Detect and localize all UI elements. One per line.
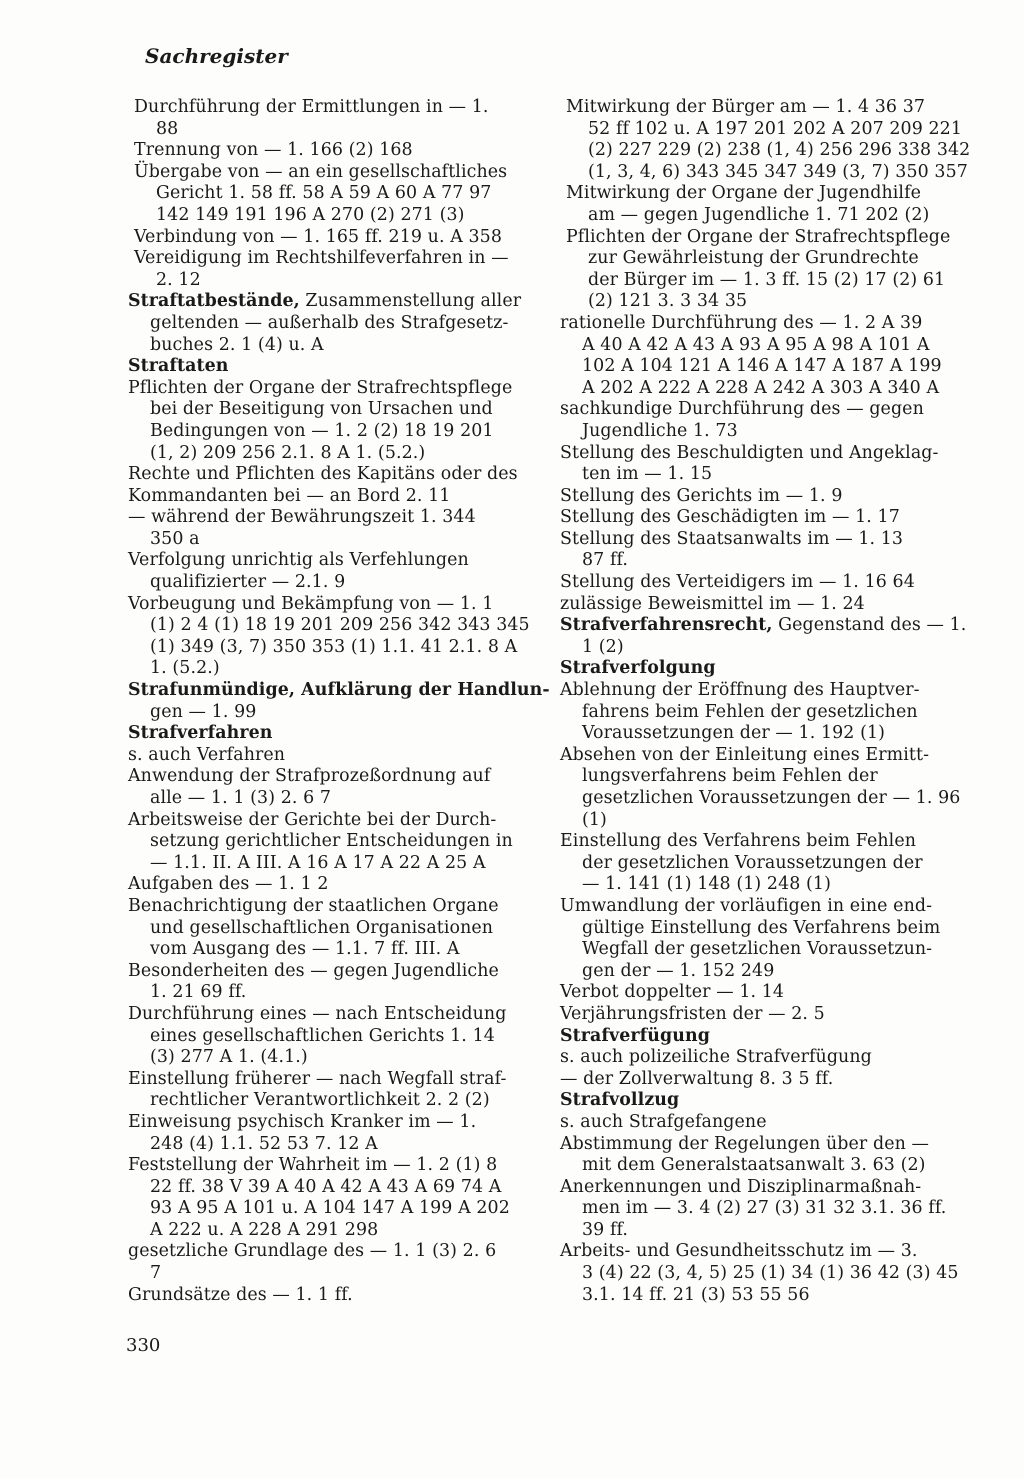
index-entry-line: Übergabe von — an ein gesellschaftliches — [134, 161, 508, 182]
index-entry-line: Strafverfahrensrecht, Gegenstand des — 1. — [560, 615, 967, 636]
index-entry-line: Rechte und Pflichten des Kapitäns oder des — [128, 464, 518, 485]
index-entry-line: Einstellung früherer — nach Wegfall straf- — [128, 1068, 507, 1089]
index-entry-line: bei der Beseitigung von Ursachen und — [150, 399, 493, 420]
index-entry-line: (1, 2) 209 256 2.1. 8 A 1. (5.2.) — [150, 442, 426, 463]
index-entry-line: Stellung des Verteidigers im — 1. 16 64 — [560, 572, 915, 593]
index-entry-line: 1. (5.2.) — [150, 658, 220, 679]
index-entry-line: Umwandlung der vorläufigen in eine end- — [560, 895, 933, 916]
index-entry-line: — 1. 141 (1) 148 (1) 248 (1) — [582, 874, 831, 895]
index-entry-line: Verjährungsfristen der — 2. 5 — [560, 1003, 825, 1024]
page-number: 330 — [126, 1335, 161, 1356]
index-entry-line: der gesetzlichen Voraussetzungen der — [582, 852, 923, 873]
index-entry-line: Mitwirkung der Bürger am — 1. 4 36 37 — [566, 97, 926, 117]
index-entry-line: gesetzlichen Voraussetzungen der — 1. 96 — [582, 788, 961, 808]
index-entry-line: 93 A 95 A 101 u. A 104 147 A 199 A 202 — [150, 1198, 510, 1219]
index-entry-line: Stellung des Beschuldigten und Angeklag- — [560, 442, 939, 463]
index-entry-line: Benachrichtigung der staatlichen Organe — [128, 895, 499, 916]
index-entry-line: A 40 A 42 A 43 A 93 A 95 A 98 A 101 A — [582, 334, 930, 355]
index-entry-line: 88 — [156, 118, 179, 139]
index-entry-line: Ablehnung der Eröffnung des Hauptver- — [560, 680, 920, 701]
index-entry-line: 1 (2) — [582, 636, 624, 657]
index-entry-line: setzung gerichtlicher Entscheidungen in — [150, 831, 513, 852]
index-entry-line: vom Ausgang des — 1.1. 7 ff. III. A — [150, 939, 460, 960]
index-entry-line: Pflichten der Organe der Strafrechtspflege — [128, 377, 513, 398]
index-entry-line: rechtlicher Verantwortlichkeit 2. 2 (2) — [150, 1090, 490, 1111]
index-heading-term: Strafverfahrensrecht, — [560, 615, 773, 636]
index-entry-line: 22 ff. 38 V 39 A 40 A 42 A 43 A 69 74 A — [150, 1176, 502, 1197]
index-entry-line: 3 (4) 22 (3, 4, 5) 25 (1) 34 (1) 36 42 (3) 45 — [582, 1263, 959, 1284]
index-entry-line: (1) — [582, 809, 607, 830]
index-entry-line: (1) 2 4 (1) 18 19 201 209 256 342 343 345 — [150, 615, 530, 636]
index-entry-line: 39 ff. — [582, 1219, 629, 1240]
index-entry-line: Anerkennungen und Disziplinarmaßnah- — [560, 1176, 922, 1197]
index-entry-line: Vorbeugung und Bekämpfung von — 1. 1 — [128, 593, 494, 614]
index-entry-line: buches 2. 1 (4) u. A — [150, 334, 324, 355]
index-entry-line: Verbot doppelter — 1. 14 — [560, 982, 785, 1003]
index-entry-line: zur Gewährleistung der Grundrechte — [588, 248, 919, 269]
index-entry-line: gen — 1. 99 — [150, 701, 257, 722]
index-entry-line: 52 ff 102 u. A 197 201 202 A 207 209 221 — [588, 118, 963, 139]
index-entry-line: alle — 1. 1 (3) 2. 6 7 — [150, 788, 332, 808]
index-entry-line: Verbindung von — 1. 165 ff. 219 u. A 358 — [134, 226, 503, 247]
index-column-left — [128, 97, 548, 1306]
index-entry-line: Einstellung des Verfahrens beim Fehlen — [560, 831, 917, 852]
index-entry-line: (3) 277 A 1. (4.1.) — [150, 1047, 308, 1068]
index-entry-line: — der Zollverwaltung 8. 3 5 ff. — [560, 1068, 834, 1089]
index-entry-line: am — gegen Jugendliche 1. 71 202 (2) — [588, 204, 930, 225]
index-heading: Straftaten — [128, 356, 229, 377]
index-entry-line: 87 ff. — [582, 550, 629, 571]
index-entry-line: A 222 u. A 228 A 291 298 — [150, 1219, 379, 1240]
index-entry-line: lungsverfahrens beim Fehlen der — [582, 766, 878, 787]
index-entry-line: zulässige Beweismittel im — 1. 24 — [560, 593, 865, 614]
index-entry-line: fahrens beim Fehlen der gesetzlichen — [582, 701, 918, 722]
index-entry-line: 248 (4) 1.1. 52 53 7. 12 A — [150, 1133, 378, 1154]
index-entry-line: qualifizierter — 2.1. 9 — [150, 572, 346, 593]
index-entry-line: ten im — 1. 15 — [582, 464, 713, 485]
index-heading: Strafverfügung — [560, 1025, 710, 1046]
index-entry-line: sachkundige Durchführung des — gegen — [560, 399, 924, 420]
index-entry-line: (2) 227 229 (2) 238 (1, 4) 256 296 338 342 — [588, 140, 971, 161]
index-entry-line: 102 A 104 121 A 146 A 147 A 187 A 199 — [582, 356, 942, 377]
index-entry-line: Pflichten der Organe der Strafrechtspflege — [566, 226, 951, 247]
index-entry-line: Jugendliche 1. 73 — [582, 420, 738, 441]
index-entry-line: Besonderheiten des — gegen Jugendliche — [128, 960, 499, 981]
index-entry-line: Voraussetzungen der — 1. 192 (1) — [582, 723, 886, 744]
index-entry-line: Arbeits- und Gesundheitsschutz im — 3. — [560, 1241, 918, 1262]
index-entry-line: eines gesellschaftlichen Gerichts 1. 14 — [150, 1025, 495, 1046]
index-entry-line: Verfolgung unrichtig als Verfehlungen — [128, 550, 469, 571]
index-entry-line: Wegfall der gesetzlichen Voraussetzun- — [582, 939, 933, 960]
index-entry-line: 2. 12 — [156, 269, 201, 290]
index-entry-line: — 1.1. II. A III. A 16 A 17 A 22 A 25 A — [150, 852, 486, 873]
index-entry-line: Vereidigung im Rechtshilfeverfahren in — — [134, 248, 509, 269]
index-entry-line: und gesellschaftlichen Organisationen — [150, 917, 494, 938]
index-entry-line: 3.1. 14 ff. 21 (3) 53 55 56 — [582, 1284, 810, 1305]
index-heading: Strafverfahren — [128, 723, 273, 744]
index-entry-line: Gericht 1. 58 ff. 58 A 59 A 60 A 77 97 — [156, 183, 492, 204]
index-entry-line: Feststellung der Wahrheit im — 1. 2 (1) 8 — [128, 1155, 498, 1176]
index-entry-line: der Bürger im — 1. 3 ff. 15 (2) 17 (2) 61 — [588, 269, 946, 290]
index-entry-line: men im — 3. 4 (2) 27 (3) 31 32 3.1. 36 ff. — [582, 1198, 947, 1219]
index-entry-line: Arbeitsweise der Gerichte bei der Durch- — [128, 809, 497, 830]
index-heading: Strafvollzug — [560, 1090, 680, 1111]
index-entry-line: (1) 349 (3, 7) 350 353 (1) 1.1. 41 2.1. 8 A — [150, 636, 518, 657]
index-heading: Strafunmündige, Aufklärung der Handlun- — [128, 680, 550, 701]
index-entry-line: (2) 121 3. 3 34 35 — [588, 291, 748, 312]
index-entry-line: Aufgaben des — 1. 1 2 — [128, 874, 329, 895]
index-entry-line: gültige Einstellung des Verfahrens beim — [582, 917, 941, 938]
index-entry-line: 142 149 191 196 A 270 (2) 271 (3) — [156, 204, 465, 225]
index-entry-line: 350 a — [150, 528, 200, 549]
index-entry-line: Grundsätze des — 1. 1 ff. — [128, 1284, 353, 1305]
index-entry-line: Durchführung der Ermittlungen in — 1. — [134, 97, 489, 117]
index-entry-line: Anwendung der Strafprozeßordnung auf — [128, 766, 491, 787]
index-entry-line: Einweisung psychisch Kranker im — 1. — [128, 1111, 477, 1132]
index-entry-line: Absehen von der Einleitung eines Ermitt- — [560, 744, 930, 765]
index-entry-line: — während der Bewährungszeit 1. 344 — [128, 507, 476, 528]
index-entry-line: 1. 21 69 ff. — [150, 982, 247, 1003]
index-entry-line: rationelle Durchführung des — 1. 2 A 39 — [560, 312, 923, 333]
index-entry-line: Abstimmung der Regelungen über den — — [560, 1133, 930, 1154]
index-entry-line: (1, 3, 4, 6) 343 345 347 349 (3, 7) 350 357 — [588, 161, 968, 182]
index-entry-line: Durchführung eines — nach Entscheidung — [128, 1003, 507, 1024]
index-entry-line: 7 — [150, 1263, 162, 1284]
index-entry-line: Stellung des Staatsanwalts im — 1. 13 — [560, 528, 904, 549]
index-heading-term: Straftatbestände, — [128, 291, 300, 312]
index-entry-line: Straftatbestände, Zusammenstellung aller — [128, 291, 522, 312]
index-column-right — [560, 97, 970, 1306]
index-entry-line: s. auch Strafgefangene — [560, 1111, 767, 1132]
index-entry-line: Mitwirkung der Organe der Jugendhilfe — [566, 183, 922, 204]
index-entry-line: s. auch Verfahren — [128, 744, 286, 765]
index-entry-line: Bedingungen von — 1. 2 (2) 18 19 201 — [150, 420, 494, 441]
index-entry-line: A 202 A 222 A 228 A 242 A 303 A 340 A — [582, 377, 940, 398]
index-entry-line: Stellung des Geschädigten im — 1. 17 — [560, 507, 900, 528]
index-entry-line: mit dem Generalstaatsanwalt 3. 63 (2) — [582, 1155, 926, 1176]
index-entry-line: gen der — 1. 152 249 — [582, 960, 775, 981]
index-entry-line: gesetzliche Grundlage des — 1. 1 (3) 2. 6 — [128, 1241, 497, 1262]
index-heading: Strafverfolgung — [560, 658, 716, 679]
index-entry-line: geltenden — außerhalb des Strafgesetz- — [150, 312, 509, 333]
index-entry-line: Trennung von — 1. 166 (2) 168 — [134, 140, 413, 161]
page-header: Sachregister — [145, 44, 288, 68]
index-entry-line: Stellung des Gerichts im — 1. 9 — [560, 485, 843, 506]
index-entry-line: Kommandanten bei — an Bord 2. 11 — [128, 485, 451, 506]
index-entry-line: s. auch polizeiliche Strafverfügung — [560, 1047, 872, 1068]
